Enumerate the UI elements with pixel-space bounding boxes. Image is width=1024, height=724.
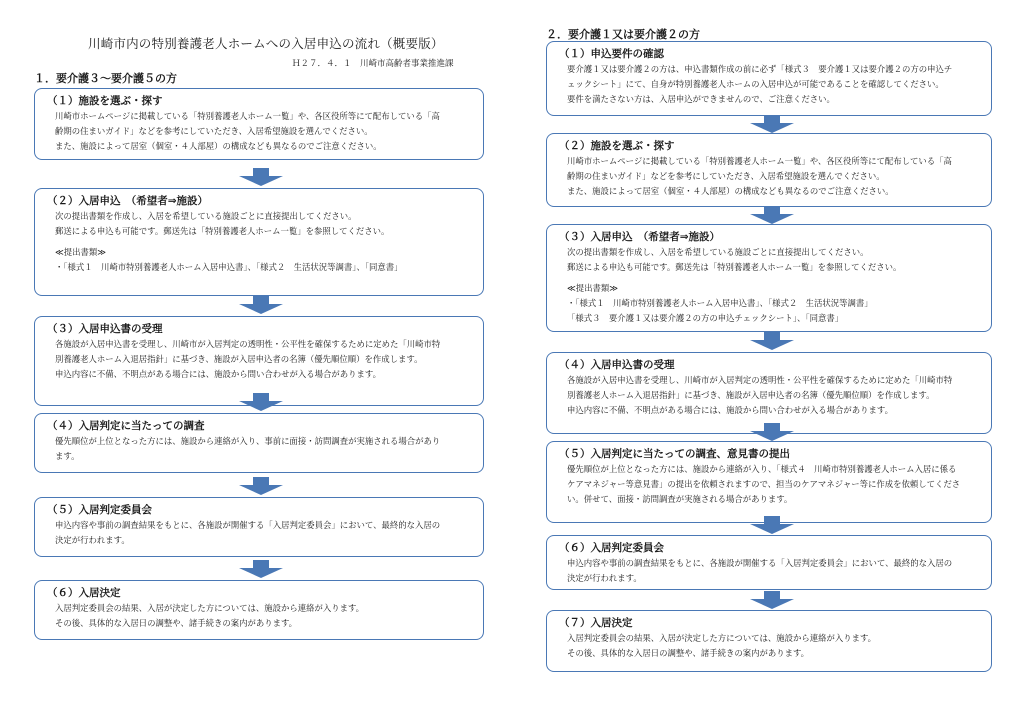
step-text: その後、具体的な入居日の調整や、諸手続きの案内があります。 bbox=[567, 648, 810, 658]
step-box bbox=[546, 41, 992, 116]
step-text: 申込内容に不備、不明点がある場合には、施設から問い合わせが入る場合があります。 bbox=[567, 405, 893, 415]
section-heading-care-level-3-5: １．要介護３～要介護５の方 bbox=[34, 72, 177, 85]
step-box bbox=[546, 535, 992, 590]
step-text: 次の提出書類を作成し、入居を希望している施設ごとに直接提出してください。 bbox=[567, 247, 869, 257]
step-box bbox=[34, 188, 484, 296]
step-text: ≪提出書類≫ bbox=[567, 283, 619, 293]
step-title: （６）入居判定委員会 bbox=[559, 542, 664, 554]
step-text: ます。 bbox=[55, 451, 80, 461]
step-text: 次の提出書類を作成し、入居を希望している施設ごとに直接提出してください。 bbox=[55, 211, 357, 221]
step-text: 郵送による申込も可能です。郵送先は「特別養護老人ホーム一覧」を参照してください。 bbox=[567, 262, 902, 272]
step-text: 齢期の住まいガイド」などを参考にしていただき、入居希望施設を選んでください。 bbox=[567, 171, 885, 181]
down-arrow-icon bbox=[750, 332, 794, 350]
step-title: （１）申込要件の確認 bbox=[559, 48, 664, 60]
step-box bbox=[546, 352, 992, 434]
step-box bbox=[34, 497, 484, 557]
step-box bbox=[546, 224, 992, 332]
step-text: 別養護老人ホーム入退居指針」に基づき、施設が入居申込者の名簿（優先順位順）を作成します。 bbox=[55, 354, 423, 364]
step-box bbox=[546, 610, 992, 672]
step-title: （４）入居申込書の受理 bbox=[559, 359, 675, 371]
down-arrow-icon bbox=[239, 560, 283, 578]
down-arrow-icon bbox=[239, 477, 283, 495]
step-title: （２）施設を選ぶ・探す bbox=[559, 140, 675, 152]
down-arrow-icon bbox=[750, 115, 794, 133]
step-text: その後、具体的な入居日の調整や、諸手続きの案内があります。 bbox=[55, 618, 298, 628]
step-title: （５）入居判定委員会 bbox=[47, 504, 152, 516]
step-title: （７）入居決定 bbox=[559, 617, 633, 629]
down-arrow-icon bbox=[750, 423, 794, 441]
step-text: 「様式３ 要介護１又は要介護２の方の申込チェックシート」、「同意書」 bbox=[567, 313, 844, 323]
step-text: ケアマネジャー等意見書」の提出を依頼されますので、担当のケアマネジャー等に作成を依頼してくださ bbox=[567, 479, 961, 489]
down-arrow-icon bbox=[239, 296, 283, 314]
document-title: 川崎市内の特別養護老人ホームへの入居申込の流れ（概要版） bbox=[88, 36, 444, 51]
step-text: 齢期の住まいガイド」などを参考にしていただき、入居希望施設を選んでください。 bbox=[55, 126, 373, 136]
step-text: また、施設によって居室（個室・４人部屋）の構成なども異なるのでご注意ください。 bbox=[55, 141, 382, 151]
step-text: 申込内容や事前の調査結果をもとに、各施設が開催する「入居判定委員会」において、最終的な入居の bbox=[55, 520, 441, 530]
step-text: 川崎市ホームページに掲載している「特別養護老人ホーム一覧」や、各区役所等にて配布している「高 bbox=[567, 156, 952, 166]
step-text: 各施設が入居申込書を受理し、川崎市が入居判定の透明性・公平性を確保するために定めた「川崎市特 bbox=[55, 339, 441, 349]
step-text: 郵送による申込も可能です。郵送先は「特別養護老人ホーム一覧」を参照してください。 bbox=[55, 226, 390, 236]
step-text: また、施設によって居室（個室・４人部屋）の構成なども異なるのでご注意ください。 bbox=[567, 186, 894, 196]
step-text: ・「様式１ 川崎市特別養護老人ホーム入居申込書」、「様式２ 生活状況等調書」 bbox=[567, 298, 873, 308]
document-date-department: Ｈ２７．４．１ 川崎市高齢者事業推進課 bbox=[292, 59, 454, 69]
step-box bbox=[546, 133, 992, 207]
step-title: （６）入居決定 bbox=[47, 587, 121, 599]
step-text: 別養護老人ホーム入退居指針」に基づき、施設が入居申込者の名簿（優先順位順）を作成します。 bbox=[567, 390, 935, 400]
step-title: （４）入居判定に当たっての調査 bbox=[47, 420, 205, 432]
step-box bbox=[34, 413, 484, 473]
step-box bbox=[34, 88, 484, 160]
down-arrow-icon bbox=[239, 393, 283, 411]
step-text: 優先順位が上位となった方には、施設から連絡が入り、事前に面接・訪問調査が実施される場合があり bbox=[55, 436, 441, 446]
down-arrow-icon bbox=[750, 591, 794, 609]
step-title: （１）施設を選ぶ・探す bbox=[47, 95, 163, 107]
step-title: （５）入居判定に当たっての調査、意見書の提出 bbox=[559, 448, 790, 460]
step-title: （３）入居申込書の受理 bbox=[47, 323, 163, 335]
step-text: 要件を満たさない方は、入居申込ができませんので、ご注意ください。 bbox=[567, 94, 835, 104]
step-text: 申込内容に不備、不明点がある場合には、施設から問い合わせが入る場合があります。 bbox=[55, 369, 381, 379]
step-text: 川崎市ホームページに掲載している「特別養護老人ホーム一覧」や、各区役所等にて配布している「高 bbox=[55, 111, 440, 121]
step-text: ≪提出書類≫ bbox=[55, 247, 107, 257]
step-text: 入居判定委員会の結果、入居が決定した方については、施設から連絡が入ります。 bbox=[567, 633, 877, 643]
section-heading-care-level-1-2: ２．要介護１又は要介護２の方 bbox=[546, 28, 700, 41]
step-text: 要介護１又は要介護２の方は、申込書類作成の前に必ず「様式３ 要介護１又は要介護２の方の申込チ bbox=[567, 64, 953, 74]
step-box bbox=[546, 441, 992, 523]
step-title: （２）入居申込 （希望者⇒施設） bbox=[47, 195, 209, 207]
down-arrow-icon bbox=[750, 206, 794, 224]
step-text: 優先順位が上位となった方には、施設から連絡が入り、「様式４ 川崎市特別養護老人ホーム入居に係る bbox=[567, 464, 957, 474]
step-text: ェックシート」にて、自身が特別養護老人ホームの入居申込が可能であることを確認してください。 bbox=[567, 79, 944, 89]
step-text: 決定が行われます。 bbox=[55, 535, 130, 545]
step-box bbox=[34, 580, 484, 640]
step-title: （３）入居申込 （希望者⇒施設） bbox=[559, 231, 721, 243]
step-text: 申込内容や事前の調査結果をもとに、各施設が開催する「入居判定委員会」において、最終的な入居の bbox=[567, 558, 953, 568]
step-text: い。併せて、面接・訪問調査が実施される場合があります。 bbox=[567, 494, 793, 504]
down-arrow-icon bbox=[750, 516, 794, 534]
step-text: 入居判定委員会の結果、入居が決定した方については、施設から連絡が入ります。 bbox=[55, 603, 365, 613]
down-arrow-icon bbox=[239, 168, 283, 186]
step-text: 決定が行われます。 bbox=[567, 573, 642, 583]
step-text: 各施設が入居申込書を受理し、川崎市が入居判定の透明性・公平性を確保するために定めた「川崎市特 bbox=[567, 375, 953, 385]
step-text: ・「様式１ 川崎市特別養護老人ホーム入居申込書」、「様式２ 生活状況等調書」、「同意書」 bbox=[55, 262, 403, 272]
